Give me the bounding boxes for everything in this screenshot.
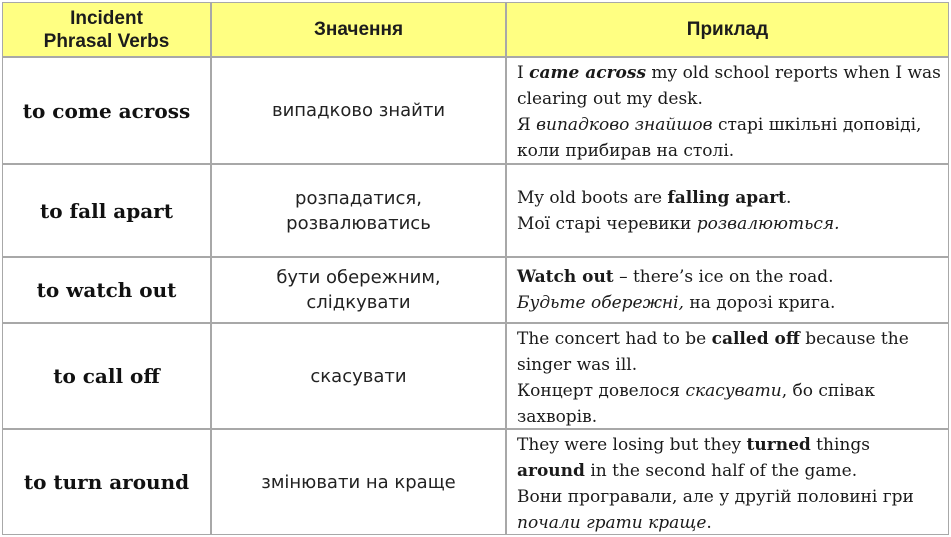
meaning-line-2: слідкувати <box>306 292 411 313</box>
meaning-text: випадково знайти <box>271 100 446 121</box>
verb-text: to turn around <box>23 470 190 494</box>
header-col2: Значення <box>313 19 404 40</box>
header-example <box>506 2 949 57</box>
meaning-text: змінювати на краще <box>261 471 456 493</box>
row-5-example <box>506 429 949 535</box>
row-5-verb <box>2 429 211 535</box>
meaning-line-2: розвалюватись <box>286 212 431 234</box>
row-2-verb <box>2 164 211 257</box>
header-col3: Приклад <box>686 19 769 40</box>
row-2-meaning <box>211 164 506 257</box>
header-col1-line1: Incident <box>70 7 143 29</box>
example-ua: Концерт довелося скасувати, бо співак захворів. <box>517 381 876 427</box>
row-5-meaning <box>211 429 506 535</box>
row-3-verb <box>2 257 211 323</box>
row-1-example <box>506 57 949 164</box>
verb-text: to call off <box>53 364 160 388</box>
example-en: The concert had to be called off because the singer was ill. <box>517 329 909 375</box>
row-4-example <box>506 323 949 429</box>
example-en: I came across my old school reports when I was clearing out my desk. <box>517 63 941 109</box>
example-ua: Мої старі черевики розвалюються. <box>517 214 840 234</box>
example-ua: Вони програвали, але у другій половині гри почали грати краще. <box>517 487 914 533</box>
header-col1-line2: Phrasal Verbs <box>43 30 170 52</box>
example-en: They were losing but they turned things around in the second half of the game. <box>517 435 870 481</box>
meaning-line-1: розпадатися, <box>295 187 422 209</box>
header-phrasal-verbs <box>2 2 211 57</box>
row-3-meaning <box>211 257 506 323</box>
row-4-verb <box>2 323 211 429</box>
row-1-meaning <box>211 57 506 164</box>
example-en: Watch out – there’s ice on the road. <box>517 267 834 287</box>
row-1-verb <box>2 57 211 164</box>
meaning-text: скасувати <box>310 365 407 387</box>
row-3-example <box>506 257 949 323</box>
meaning-line-1: бути обережним, <box>276 267 441 288</box>
verb-text: to watch out <box>36 278 177 302</box>
row-2-example <box>506 164 949 257</box>
row-4-meaning <box>211 323 506 429</box>
example-ua: Я випадково знайшов старі шкільні доповіді, коли прибирав на столі. <box>517 115 922 161</box>
example-ua: Будьте обережні, на дорозі крига. <box>517 293 836 313</box>
header-meaning <box>211 2 506 57</box>
verb-text: to come across <box>22 98 191 123</box>
verb-text: to fall apart <box>40 198 173 223</box>
example-en: My old boots are falling apart. <box>517 188 792 208</box>
